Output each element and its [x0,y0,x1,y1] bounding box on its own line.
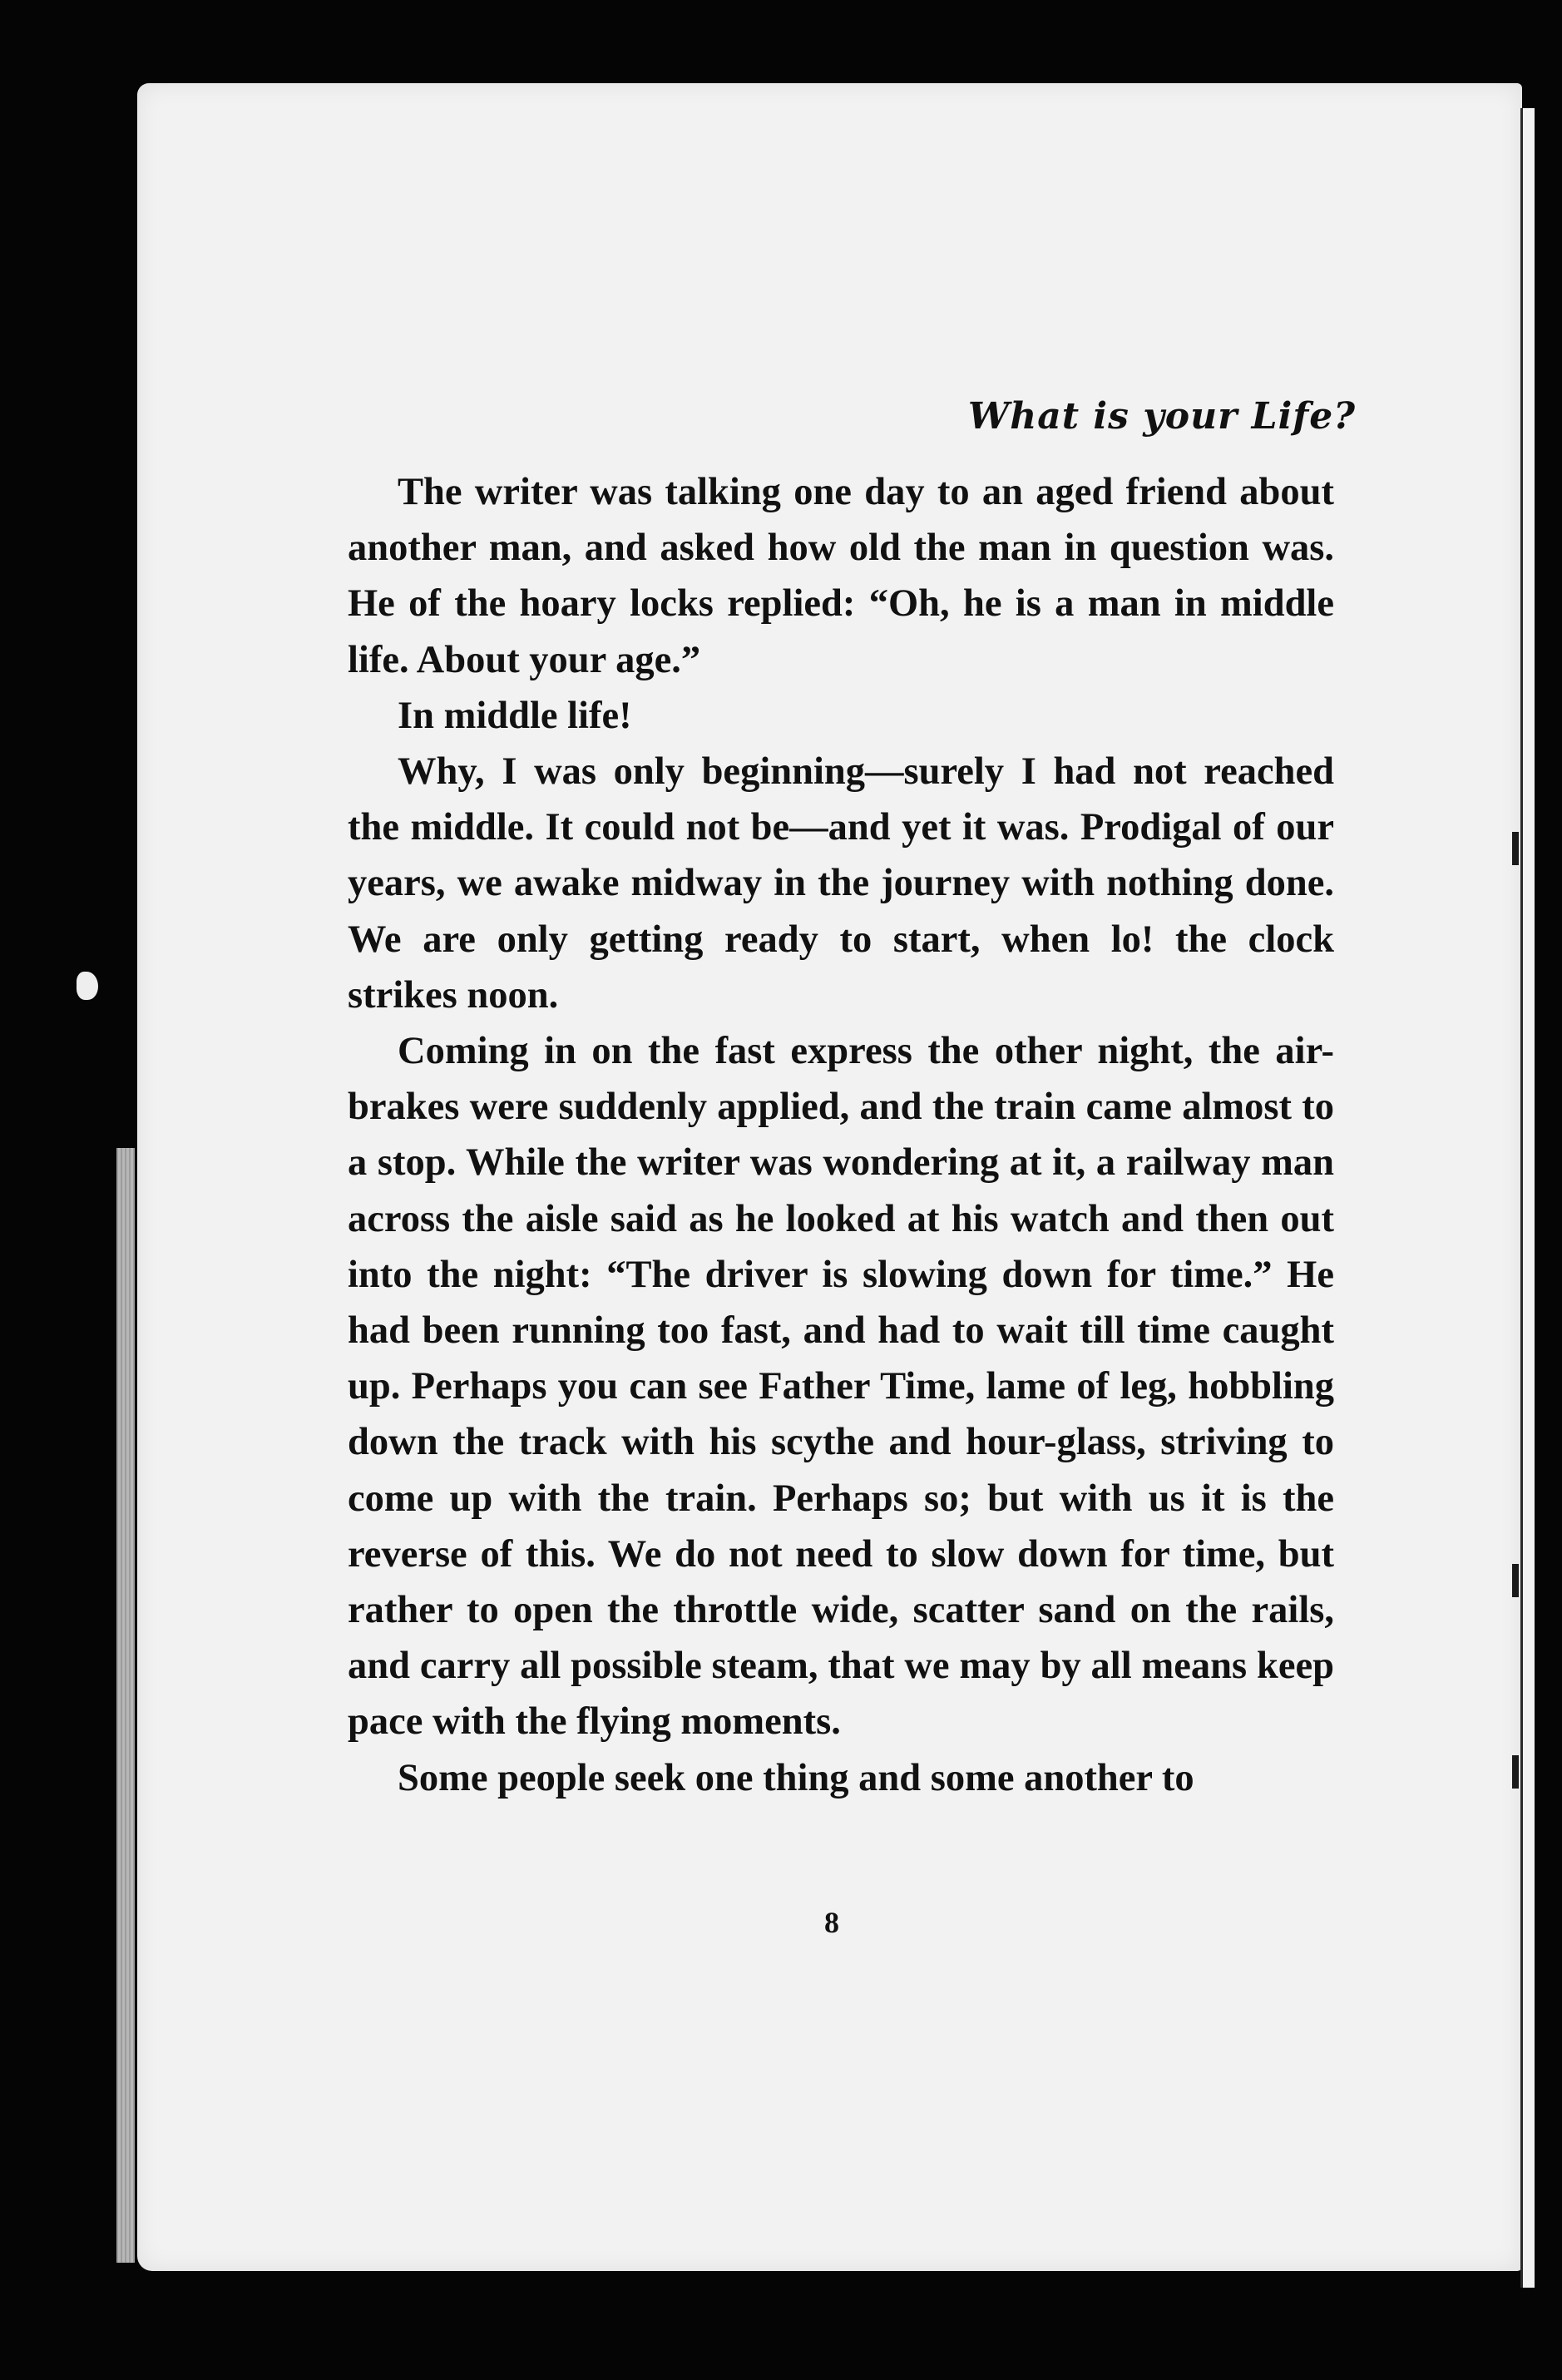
body-text [348,464,1334,1806]
paragraph: Why, I was only beginning—surely I had not reached the middle. It could not be—and yet it was. Prodigal of our years, we awake midway in the journey with nothing done. We are only getting ready to start, when lo! the clock strikes noon. [348,750,1334,1017]
paper-speck [77,972,98,1000]
paragraph: In middle life! [398,694,632,737]
edge-mark [1512,832,1519,865]
edge-mark [1512,1755,1519,1789]
next-page-edge [1520,108,1535,2288]
paragraph: Some people seek one thing and some another to [398,1756,1194,1799]
running-head: What is your Life? [967,395,1356,438]
paragraph: The writer was talking one day to an aged friend about another man, and asked how old the man in question was. He of the hoary locks replied: “Oh, he is a man in middle life. About your age.” [348,471,1334,681]
edge-mark [1512,1564,1519,1597]
page-number: 8 [824,1906,839,1939]
paragraph: Coming in on the fast express the other night, the air-brakes were suddenly applied, and the train came almost to a stop. While the writer was wondering at it, a railway man across the aisle said as he looked at his watch and then out into the night: “The driver is slowing down for time.” He had been running too fast, and had to wait till time caught up. Perhaps you can see Father Time, lame of leg, hobbling down the track with his scythe and hour-glass, striving to come up with the train. Perhaps so; but with us it is the reverse of this. We do not need to slow down for time, but rather to open the throttle wide, scatter sand on the rails, and carry all possible steam, that we may by all means keep pace with the flying moments. [348,1030,1334,1744]
binding-gutter [116,1148,135,2263]
